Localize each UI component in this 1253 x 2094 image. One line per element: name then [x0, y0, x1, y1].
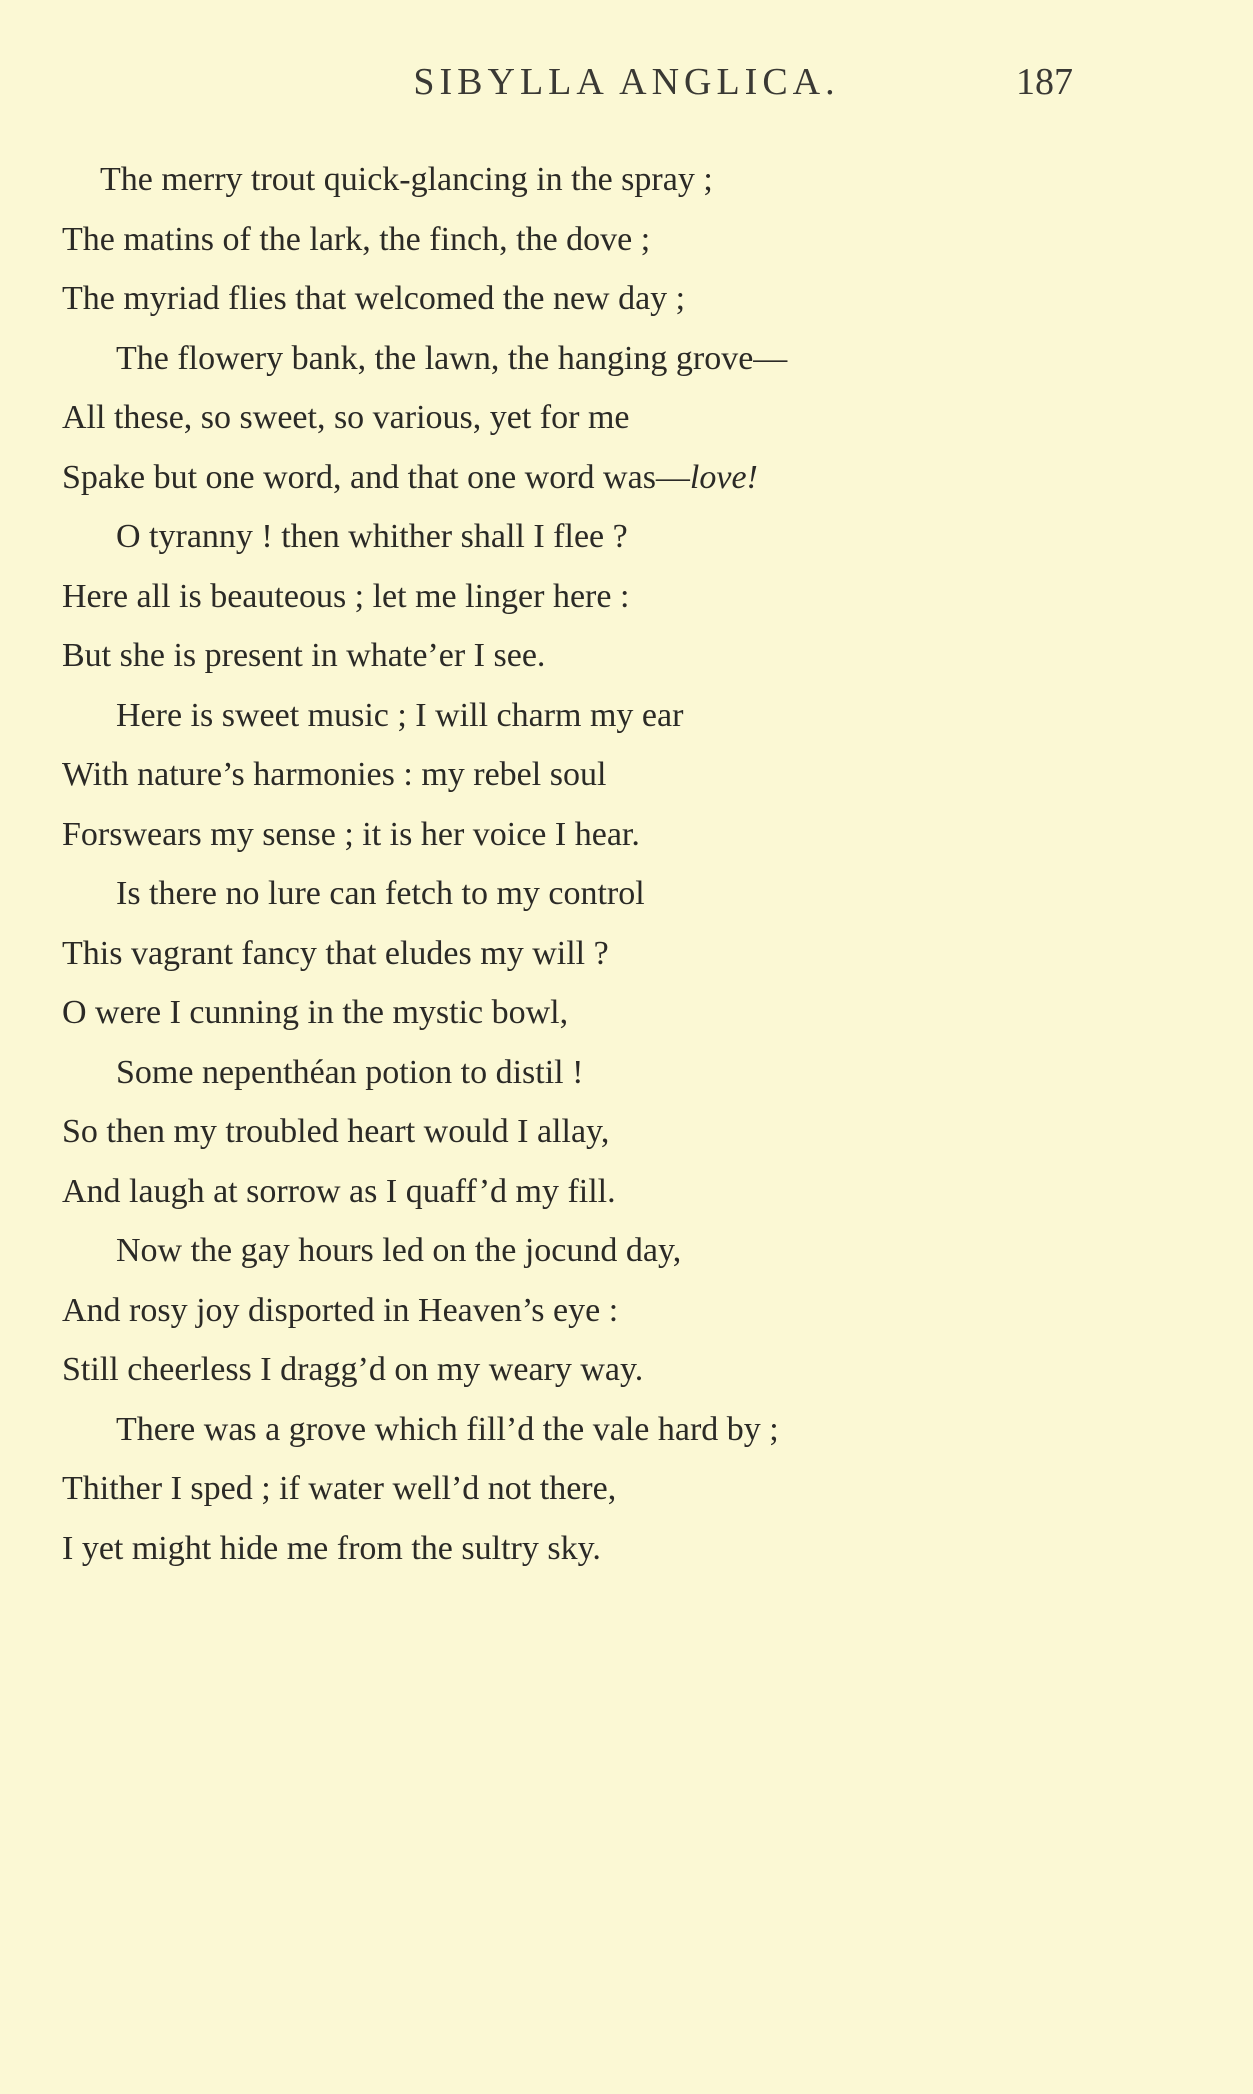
poem-line [62, 150, 1062, 210]
poem-line-text: Some nepenthéan potion to distil ! [116, 1053, 584, 1091]
poem-line-text: All these, so sweet, so various, yet for me [62, 399, 630, 436]
poem-line-text: Is there no lure can fetch to my control [116, 875, 645, 912]
poem-line [62, 1043, 1062, 1103]
poem-line [62, 210, 1062, 270]
poem-line [62, 924, 1062, 984]
poem-line-text: Forswears my sense ; it is her voice I hear. [62, 815, 640, 853]
poem-line-text: O were I cunning in the mystic bowl, [62, 994, 569, 1031]
page-number: 187 [1016, 61, 1073, 103]
poem-line-text: Here is sweet music ; I will charm my ear [116, 696, 684, 734]
poem-line-text: I yet might hide me from the sultry sky. [62, 1529, 601, 1567]
poem-line-text: Now the gay hours led on the jocund day, [116, 1232, 682, 1269]
poem-line-text: And laugh at sorrow as I quaff’d my fill. [62, 1172, 616, 1210]
poem-line [62, 1519, 1062, 1579]
poem-line-text: The merry trout quick-glancing in the spray ; [100, 161, 713, 198]
poem-line-text: Thither I sped ; if water well’d not there, [62, 1470, 617, 1507]
poem-line-text: Spake but one word, and that one word was— [62, 458, 690, 496]
poem-line-text: Still cheerless I dragg’d on my weary way. [62, 1351, 644, 1388]
poem-line [62, 805, 1062, 865]
poem-line-text: The matins of the lark, the finch, the dove ; [62, 220, 651, 258]
poem-line [62, 1459, 1062, 1519]
poem-line [62, 507, 1062, 567]
poem-line [62, 388, 1062, 448]
emphasized-word: love! [689, 458, 758, 496]
poem-line [62, 1400, 1062, 1460]
poem-line-text: With nature’s harmonies : my rebel soul [62, 756, 607, 793]
poem-line [62, 983, 1062, 1043]
poem-line-text: But she is present in whate’er I see. [62, 637, 546, 674]
poem-line-text: So then my troubled heart would I allay, [62, 1113, 610, 1150]
poem-line [62, 1281, 1062, 1341]
poem-line-text: And rosy joy disported in Heaven’s eye : [62, 1291, 619, 1329]
poem-line [62, 1162, 1062, 1222]
poem-line [62, 745, 1062, 805]
poem-body [62, 150, 1062, 1578]
poem-line-text: The myriad flies that welcomed the new day ; [62, 280, 686, 317]
poem-line [62, 1102, 1062, 1162]
poem-line-text: This vagrant fancy that eludes my will ? [62, 934, 609, 972]
poem-line [62, 1340, 1062, 1400]
poem-line-text: The flowery bank, the lawn, the hanging grove— [116, 339, 788, 377]
poem-line [62, 567, 1062, 627]
poem-line [62, 448, 1062, 508]
poem-line-text: There was a grove which fill’d the vale hard by ; [116, 1410, 779, 1448]
poem-line [62, 626, 1062, 686]
running-title: SIBYLLA ANGLICA. [413, 61, 840, 103]
poem-line-text: Here all is beauteous ; let me linger here : [62, 577, 630, 615]
poem-line [62, 1221, 1062, 1281]
poem-line [62, 329, 1062, 389]
poem-line-text: O tyranny ! then whither shall I flee ? [116, 518, 628, 555]
poem-line [62, 686, 1062, 746]
poem-line [62, 864, 1062, 924]
poem-line [62, 269, 1062, 329]
